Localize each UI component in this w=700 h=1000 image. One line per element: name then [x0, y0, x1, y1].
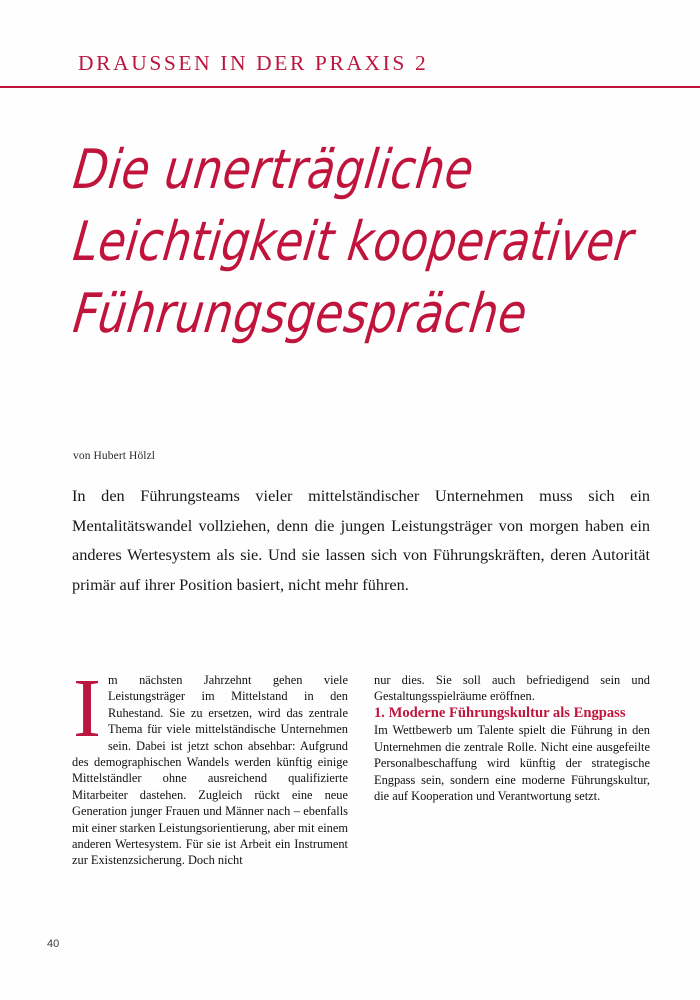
section-heading: 1. Moderne Führungskultur als Engpass — [374, 704, 626, 721]
header-rule — [0, 86, 700, 88]
page-number: 40 — [47, 938, 60, 950]
body-columns — [72, 662, 650, 869]
left-column-text: m nächsten Jahrzehnt gehen viele Leistungsträger im Mittelstand in den Ruhestand. Sie zu ersetzen, wird das zentrale Thema für viele mittelständische Unternehmen sein. Dabei ist jetzt schon absehbar: Aufgrund des demographischen Wandels werden künftig einige Mittelständler ohne ausreichend qualifizierte Mitarbeiter dastehen. Zugleich rückt eine neue Generation junger Frauen und Männer nach – ebenfalls mit einer starken Leistungsorientierung, aber mit einem anderen Wertesystem. Für sie ist Arbeit ein Instrument zur Existenzsicherung. Doch nicht — [72, 673, 348, 868]
left-column — [72, 662, 348, 869]
left-column-paragraph — [72, 662, 348, 869]
article-title-line-1: Die unerträgliche — [70, 137, 478, 201]
article-title — [70, 137, 674, 345]
right-column — [374, 672, 650, 869]
drop-cap: I — [73, 662, 101, 755]
running-head: DRAUSSEN IN DER PRAXIS 2 — [78, 51, 429, 75]
byline: von Hubert Hölzl — [73, 450, 156, 462]
article-title-line-2: Leichtigkeit kooperativer — [70, 209, 637, 273]
lead-paragraph: In den Führungsteams vieler mittelständischer Unternehmen muss sich ein Mentalitätswandel vollziehen, denn die jungen Leistungsträger von morgen haben ein anderes Wertesystem als sie. Und sie lassen sich von Führungskräften, deren Autorität primär auf ihrer Position basiert, nicht mehr führen. — [72, 486, 650, 594]
right-column-continuation: nur dies. Sie soll auch befriedigend sein und Gestaltungsspielräume eröffnen. — [374, 673, 650, 704]
article-title-line-3: Führungsgespräche — [70, 281, 531, 345]
right-column-paragraph: Im Wettbewerb um Talente spielt die Führung in den Unternehmen die zentrale Rolle. Nicht eine ausgefeilte Personalbeschaffung wird künftig der strategische Engpass sein, sondern eine moderne Führungskultur, die auf Kooperation und Verantwortung setzt. — [374, 723, 650, 803]
